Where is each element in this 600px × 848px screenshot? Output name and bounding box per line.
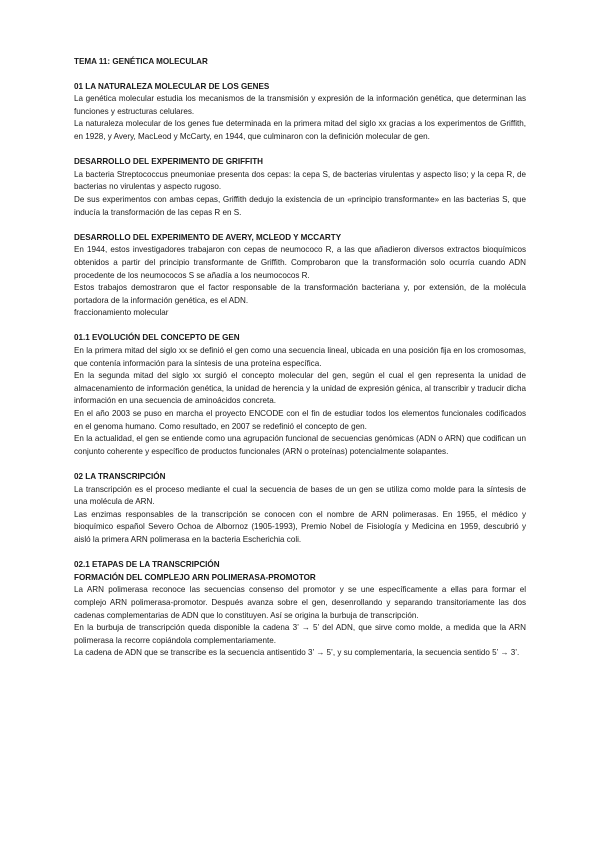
paragraph: En la segunda mitad del siglo xx surgió el concepto molecular del gen, según el cual el gen representa la unidad de almacenamiento de información genética, la unidad de herencia y la unidad de expresión génica, al transcribir y traducir dicha información en una secuencia de aminoácidos concreta. <box>74 371 526 406</box>
section-heading: DESARROLLO DEL EXPERIMENTO DE AVERY, MCLEOD Y MCCARTY <box>74 232 342 242</box>
paragraph: Estos trabajos demostraron que el factor responsable de la transformación bacteriana y, por extensión, de la molécula portadora de la información genética, es el ADN. <box>74 283 526 305</box>
paragraph: En la burbuja de transcripción queda disponible la cadena 3’ → 5’ del ADN, que sirve como molde, a medida que la ARN polimerasa la recorre copiándola complementariamente. <box>74 623 526 645</box>
section-heading: FORMACIÓN DEL COMPLEJO ARN POLIMERASA-PROMOTOR <box>74 572 316 582</box>
section <box>74 332 526 458</box>
section <box>74 232 526 320</box>
paragraph: Las enzimas responsables de la transcripción se conocen con el nombre de ARN polimerasas. En 1955, el médico y bioquímico español Severo Ochoa de Albornoz (1905-1993), Premio Nobel de Fisiología y Medicina en 1959, descubrió y aisló la primera ARN polimerasa en la bacteria Escherichia coli. <box>74 509 526 544</box>
paragraph: La genética molecular estudia los mecanismos de la transmisión y expresión de la información genética, que determinan las funciones y estructuras celulares. <box>74 94 526 116</box>
paragraph: En la primera mitad del siglo xx se definió el gen como una secuencia lineal, ubicada en una posición fija en los cromosomas, que contenía información para la síntesis de una proteína específica. <box>74 346 526 368</box>
paragraph: La bacteria Streptococcus pneumoniae presenta dos cepas: la cepa S, de bacterias virulentas y aspecto liso; y la cepa R, de bacterias no virulentas y aspecto rugoso. <box>74 169 526 192</box>
paragraph: La transcripción es el proceso mediante el cual la secuencia de bases de un gen se utiliza como molde para la síntesis de una molécula de ARN. <box>74 484 526 507</box>
paragraph: En la actualidad, el gen se entiende como una agrupación funcional de secuencias genómicas (ADN o ARN) que codifican un conjunto coherente y específico de productos funcionales (ARN o proteínas) potencialmente solapantes. <box>74 434 526 456</box>
section-heading: DESARROLLO DEL EXPERIMENTO DE GRIFFITH <box>74 157 264 167</box>
paragraph: La ARN polimerasa reconoce las secuencias consenso del promotor y se une específicamente a ellas para formar el complejo ARN polimerasa-promotor. Después avanza sobre el gen, desenrollando y separando transitoriamente las dos cadenas complementarias de ADN que lo constituyen. Así se origina la burbuja de transcripción. <box>74 585 526 620</box>
paragraph: La naturaleza molecular de los genes fue determinada en la primera mitad del siglo xx gracias a los experimentos de Griffith, en 1928, y Avery, MacLeod y McCarty, en 1944, que culminaron con la definición molecular de gen. <box>74 119 526 141</box>
section-heading: 01.1 EVOLUCIÓN DEL CONCEPTO DE GEN <box>74 333 240 343</box>
paragraph: En 1944, estos investigadores trabajaron con cepas de neumococo R, a las que añadieron diversos extractos bioquímicos obtenidos a partir del principio transformante de Griffith. Comprobaron que la transformación solo ocurría cuando ADN procedente de los neumococos S se añadía a los neumococos R. <box>74 245 526 280</box>
section-heading: 02 LA TRANSCRIPCIÓN <box>74 472 166 481</box>
section <box>74 156 526 219</box>
section-heading: 02.1 ETAPAS DE LA TRANSCRIPCIÓN <box>74 560 220 570</box>
paragraph: La cadena de ADN que se transcribe es la secuencia antisentido 3’ → 5’, y su complementaria, la secuencia sentido 5’ → 3’. <box>74 648 520 658</box>
paragraph: fraccionamiento molecular <box>74 308 169 318</box>
section <box>74 559 526 660</box>
paragraph: De sus experimentos con ambas cepas, Griffith dedujo la existencia de un «principio transformante» en las bacterias S, que inducía la transformación de las cepas R en S. <box>74 194 526 217</box>
section-heading: 01 LA NATURALEZA MOLECULAR DE LOS GENES <box>74 81 270 91</box>
section <box>74 471 526 547</box>
paragraph: En el año 2003 se puso en marcha el proyecto ENCODE con el fin de estudiar todos los elementos funcionales codificados en el genoma humano. Como resultado, en 2007 se redefinió el concepto de gen. <box>74 409 526 431</box>
document-title: TEMA 11: GENÉTICA MOLECULAR <box>74 57 208 66</box>
document-body <box>74 81 526 660</box>
section <box>74 81 526 144</box>
